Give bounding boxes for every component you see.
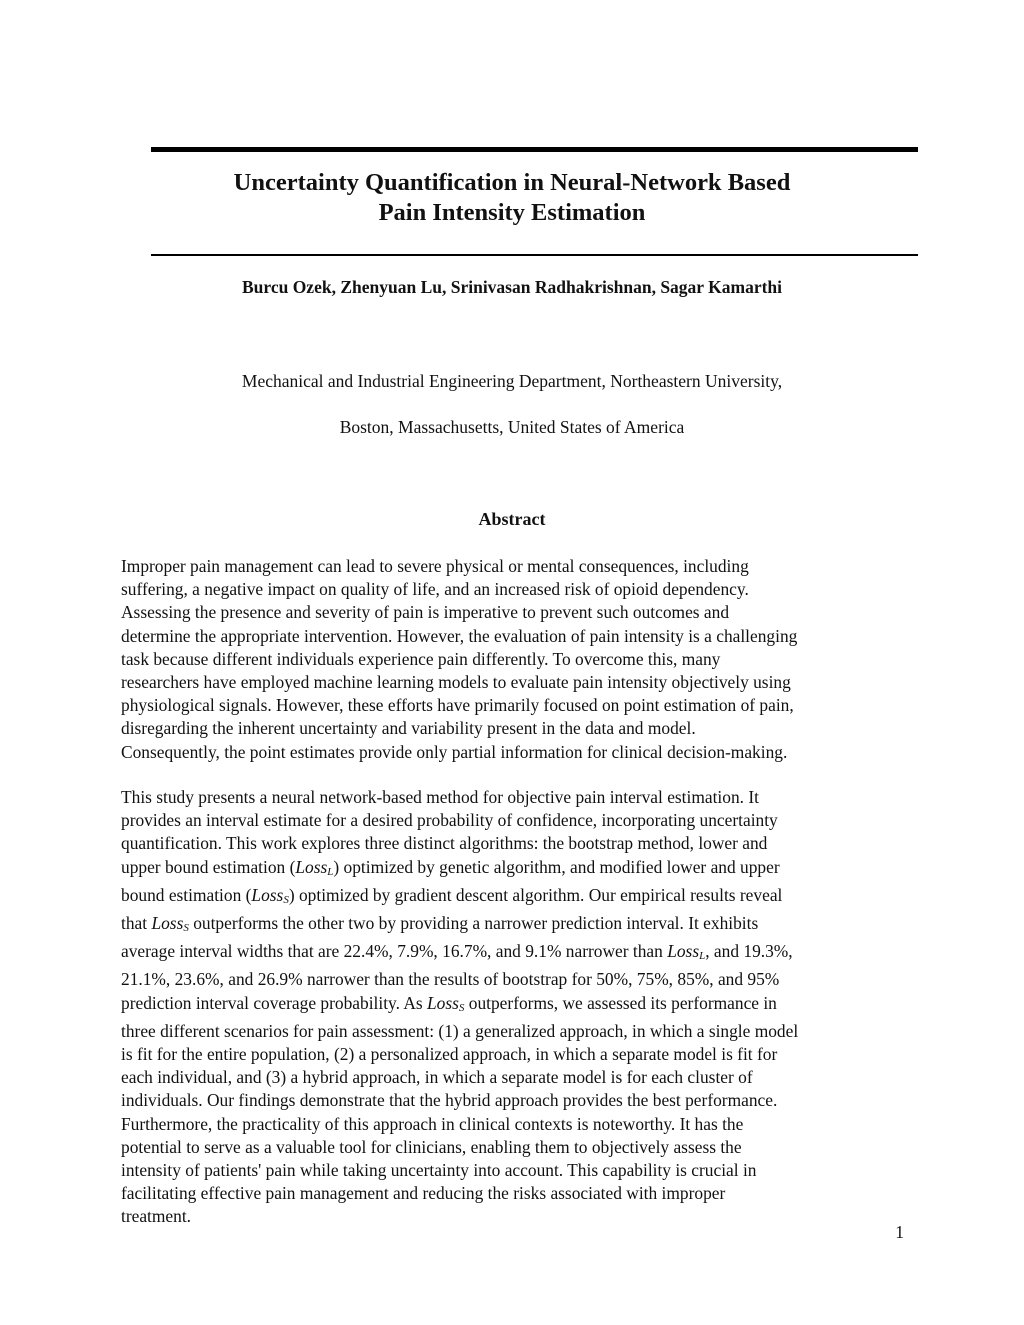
text-segment: prediction interval coverage probability. As xyxy=(121,992,428,1013)
paragraph-line: quantification. This work explores three distinct algorithms: the bootstrap method, lower and xyxy=(121,833,768,854)
paragraph-line: Improper pain management can lead to severe physical or mental consequences, including xyxy=(121,556,749,576)
paragraph-line: Consequently, the point estimates provide only partial information for clinical decision-making. xyxy=(121,741,788,762)
loss-s-symbol xyxy=(427,993,464,1013)
loss-subscript: S xyxy=(458,1001,465,1014)
paragraph-line xyxy=(121,856,921,884)
page-number: 1 xyxy=(895,1222,904,1242)
paragraph-line: physiological signals. However, these efforts have primarily focused on point estimation of pain, xyxy=(121,695,794,716)
title-bottom-rule xyxy=(151,254,918,256)
loss-l-symbol xyxy=(667,941,705,961)
paper-title xyxy=(151,168,873,228)
author-list: Burcu Ozek, Zhenyuan Lu, Srinivasan Radhakrishnan, Sagar Kamarthi xyxy=(241,277,783,297)
paragraph-line: three different scenarios for pain assessment: (1) a generalized approach, in which a single model xyxy=(121,1020,799,1041)
paragraph-line xyxy=(121,912,921,940)
text-segment: average interval widths that are 22.4%, 7.9%, 16.7%, and 9.1% narrower than xyxy=(121,941,668,962)
title-line-1: Uncertainty Quantification in Neural-Network Based xyxy=(233,169,791,196)
text-segment: ) optimized by genetic algorithm, and modified lower and upper xyxy=(333,856,780,877)
loss-l-symbol xyxy=(295,857,333,877)
loss-s-symbol xyxy=(151,913,188,933)
text-segment: bound estimation ( xyxy=(121,884,252,905)
paragraph-line: This study presents a neural network-based method for objective pain interval estimation. It xyxy=(121,787,759,807)
paragraph-line: potential to serve as a valuable tool for clinicians, enabling them to objectively assess the xyxy=(121,1136,742,1157)
paragraph-line xyxy=(121,884,921,912)
loss-subscript: S xyxy=(283,893,289,906)
loss-name: Loss xyxy=(667,941,700,962)
text-segment: outperforms the other two by providing a narrower prediction interval. It exhibits xyxy=(188,913,759,934)
paragraph-line: facilitating effective pain management and reducing the risks associated with improper xyxy=(121,1183,726,1204)
paragraph-line: suffering, a negative impact on quality of life, and an increased risk of opioid dependency. xyxy=(121,579,749,600)
loss-subscript: S xyxy=(183,922,189,935)
abstract-paragraph-1 xyxy=(121,555,921,764)
loss-name: Loss xyxy=(295,856,328,877)
affiliation-line-2: Boston, Massachusetts, United States of America xyxy=(339,417,685,437)
loss-name: Loss xyxy=(251,884,284,905)
loss-s-symbol xyxy=(251,885,288,905)
paragraph-line: researchers have employed machine learning models to evaluate pain intensity objectively using xyxy=(121,672,791,693)
paragraph-line: disregarding the inherent uncertainty and variability present in the data and model. xyxy=(121,718,696,739)
paragraph-line: Assessing the presence and severity of pain is imperative to prevent such outcomes and xyxy=(121,602,730,623)
text-segment: outperforms, we assessed its performance in xyxy=(464,992,777,1013)
loss-name: Loss xyxy=(427,992,459,1013)
loss-subscript: L xyxy=(327,865,334,878)
paragraph-line: treatment. xyxy=(121,1206,192,1227)
paragraph-line: Furthermore, the practicality of this approach in clinical contexts is noteworthy. It has the xyxy=(121,1113,744,1134)
top-thick-rule xyxy=(151,147,918,152)
paragraph-line xyxy=(121,940,921,968)
title-line-2: Pain Intensity Estimation xyxy=(378,199,646,226)
text-segment: upper bound estimation ( xyxy=(121,856,296,877)
text-segment: ) optimized by gradient descent algorithm. Our empirical results reveal xyxy=(288,884,783,905)
paragraph-line: task because different individuals experience pain differently. To overcome this, many xyxy=(121,648,721,669)
paragraph-line: determine the appropriate intervention. However, the evaluation of pain intensity is a challenging xyxy=(121,625,798,646)
paragraph-line: individuals. Our findings demonstrate that the hybrid approach provides the best performance. xyxy=(121,1090,778,1111)
text-segment: , and 19.3%, xyxy=(705,941,793,962)
paragraph-line: is fit for the entire population, (2) a personalized approach, in which a separate model is fit for xyxy=(121,1044,778,1065)
text-segment: that xyxy=(121,913,152,934)
paragraph-line: 21.1%, 23.6%, and 26.9% narrower than the results of bootstrap for 50%, 75%, 85%, and 95% xyxy=(121,969,780,990)
paragraph-line: intensity of patients' pain while taking uncertainty into account. This capability is crucial in xyxy=(121,1160,757,1181)
loss-name: Loss xyxy=(151,913,184,934)
affiliation-line-1: Mechanical and Industrial Engineering Department, Northeastern University, xyxy=(241,371,783,391)
abstract-paragraph-2 xyxy=(121,786,921,1229)
abstract-heading: Abstract xyxy=(478,509,546,529)
paragraph-line: provides an interval estimate for a desired probability of confidence, incorporating uncertainty xyxy=(121,810,778,831)
loss-subscript: L xyxy=(699,950,706,963)
paragraph-line: each individual, and (3) a hybrid approach, in which a separate model is for each cluster of xyxy=(121,1067,753,1088)
paragraph-line xyxy=(121,992,921,1020)
